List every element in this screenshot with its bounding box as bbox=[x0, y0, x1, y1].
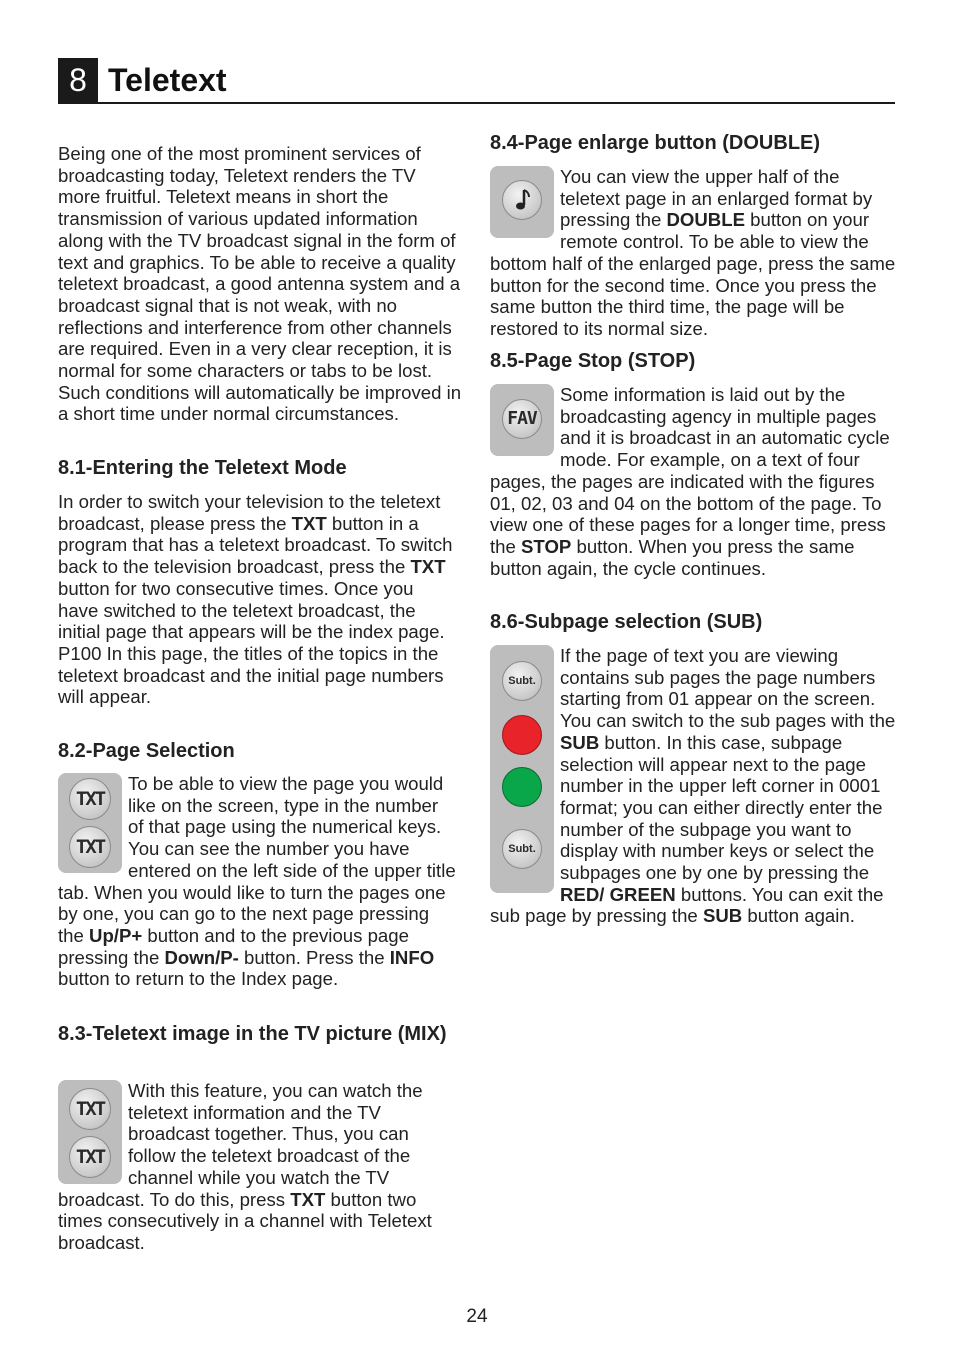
chapter-title: Teletext bbox=[108, 62, 227, 98]
red-button-icon bbox=[502, 715, 542, 755]
chapter-number: 8 bbox=[58, 58, 98, 102]
chapter-header bbox=[58, 58, 895, 104]
heading-8-6: 8.6-Subpage selection (SUB) bbox=[490, 611, 763, 633]
section-8-1-text: In order to switch your television to the teletext broadcast, please press the TXT button in a program that has a teletext broadcast. To switch back to the television broadcast, press the TXT button for two consecutive times. Once you have switched to the teletext broadcast, the initial page that appears will be the index page. P100 In this page, the titles of the topics in the teletext broadcast and the initial page numbers will appear. bbox=[58, 491, 453, 708]
txt-button-panel bbox=[58, 1080, 122, 1184]
section-8-5-text: Some information is laid out by the broadcasting agency in multiple pages and it is broadcast in an automatic cycle mode. For example, on a text of four pages, the pages are indicated with the figures 01, 02, 03 and 04 on the bottom of the page. To view one of these pages for a longer time, press the STOP button. When you press the same button again, the cycle continues. bbox=[490, 384, 890, 579]
intro-paragraph: Being one of the most prominent services of broadcasting today, Teletext renders the TV more fruitful. Teletext means in short the transmission of various updated information along with the TV broadcast signal in the form of text and graphics. To be able to receive a quality teletext broadcast, a good antenna system and a broadcast signal that is not weak, with no reflections and interference from other channels are required. Even in a very clear reception, it is normal for some characters or tabs to be lost. Such conditions will automatically be improved in a short time under normal circumstances. bbox=[58, 143, 462, 425]
green-button-icon bbox=[502, 767, 542, 807]
heading-8-4: 8.4-Page enlarge button (DOUBLE) bbox=[490, 132, 821, 154]
txt-button-icon: TXT bbox=[69, 1088, 111, 1130]
section-8-4-text: You can view the upper half of the teletext page in an enlarged format by pressing the DOUBLE button on your remote control. To be able to view the bottom half of the enlarged page, press the same button for the second time. Once you press the same button the third time, the page will be restored to its normal size. bbox=[490, 166, 896, 339]
music-note-icon bbox=[502, 180, 542, 220]
heading-8-2: 8.2-Page Selection bbox=[58, 740, 235, 762]
txt-button-icon: TXT bbox=[69, 778, 111, 820]
subt-button-icon: Subt. bbox=[502, 661, 542, 701]
page-number: 24 bbox=[466, 1306, 488, 1327]
section-8-3 bbox=[58, 1080, 456, 1254]
section-8-5 bbox=[490, 384, 890, 579]
section-8-6 bbox=[490, 645, 898, 927]
heading-8-1: 8.1-Entering the Teletext Mode bbox=[58, 457, 347, 479]
fav-button-panel bbox=[490, 384, 554, 456]
section-8-2 bbox=[58, 773, 456, 990]
double-button-panel bbox=[490, 166, 554, 238]
section-8-6-text: If the page of text you are viewing contains sub pages the page numbers starting from 01 appear on the screen. You can switch to the sub pages with the SUB button. In this case, subpage selection will appear next to the page number in the upper left corner in 0001 format; you can either directly enter the number of the subpage you want to display with number keys or select the subpages one by one by pressing the RED/ GREEN buttons. You can exit the sub page by pressing the SUB button again. bbox=[490, 645, 896, 927]
subt-button-icon: Subt. bbox=[502, 829, 542, 869]
section-8-3-text: With this feature, you can watch the teletext information and the TV broadcast together. Thus, you can follow the teletext broadcast of the channel while you watch the TV broadcast. To do this, press TXT button two times consecutively in a channel with Teletext broadcast. bbox=[58, 1080, 432, 1253]
section-8-4 bbox=[490, 166, 898, 340]
heading-8-5: 8.5-Page Stop (STOP) bbox=[490, 350, 696, 372]
section-8-2-text: To be able to view the page you would like on the screen, type in the number of that page using the numerical keys. You can see the number you have entered on the left side of the upper title tab. When you would like to turn the pages one by one, you can go to the next page pressing the Up/P+ button and to the previous page pressing the Down/P- button. Press the INFO button to return to the Index page. bbox=[58, 773, 456, 990]
txt-button-icon: TXT bbox=[69, 1136, 111, 1178]
txt-button-panel bbox=[58, 773, 122, 873]
sub-button-panel bbox=[490, 645, 554, 893]
heading-8-3: 8.3-Teletext image in the TV picture (MIX) bbox=[58, 1023, 447, 1045]
fav-button-icon: FAV bbox=[502, 399, 542, 439]
txt-button-icon: TXT bbox=[69, 826, 111, 868]
